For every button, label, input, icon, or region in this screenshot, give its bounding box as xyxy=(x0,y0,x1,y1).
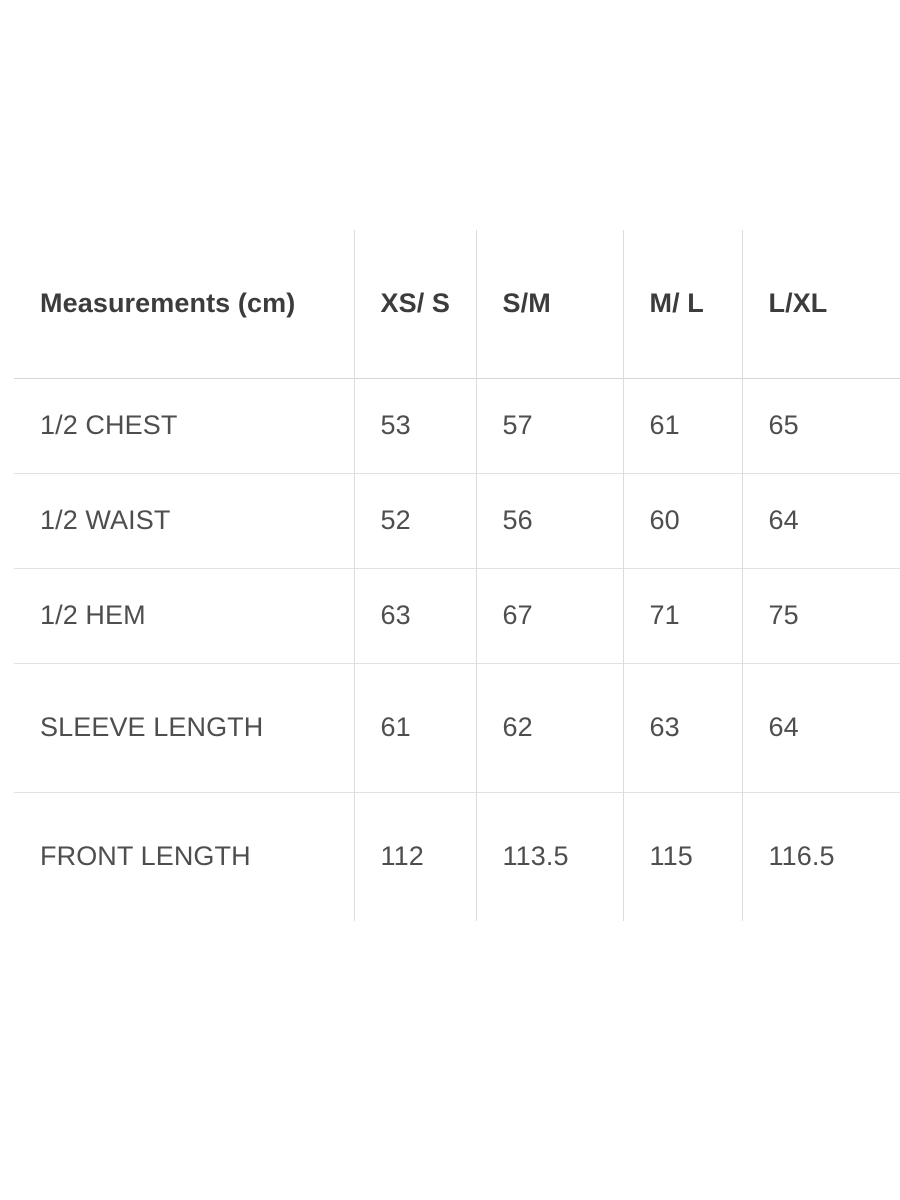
row-label: SLEEVE LENGTH xyxy=(40,712,264,743)
cell-value: 116.5 xyxy=(742,793,900,922)
table-body xyxy=(14,379,900,922)
cell-value: 61 xyxy=(354,664,476,793)
table-row xyxy=(14,474,900,569)
cell-value: 56 xyxy=(476,474,623,569)
table-row xyxy=(14,664,900,793)
cell-value: 113.5 xyxy=(476,793,623,922)
cell-value: 60 xyxy=(623,474,742,569)
column-header-l-xl: L/XL xyxy=(742,230,900,379)
table-row xyxy=(14,569,900,664)
cell-value: 64 xyxy=(742,474,900,569)
cell-value: 115 xyxy=(623,793,742,922)
size-chart-container xyxy=(14,230,900,921)
cell-value: 63 xyxy=(354,569,476,664)
cell-value: 65 xyxy=(742,379,900,474)
cell-value: 63 xyxy=(623,664,742,793)
column-header-s-m: S/M xyxy=(476,230,623,379)
table-header-row xyxy=(14,230,900,379)
row-label: FRONT LENGTH xyxy=(40,841,251,872)
cell-value: 71 xyxy=(623,569,742,664)
cell-value: 75 xyxy=(742,569,900,664)
row-label: 1/2 WAIST xyxy=(40,505,171,536)
cell-value: 57 xyxy=(476,379,623,474)
table-row xyxy=(14,379,900,474)
column-header-measurements: Measurements (cm) xyxy=(40,288,296,319)
cell-value: 67 xyxy=(476,569,623,664)
row-label: 1/2 CHEST xyxy=(40,410,178,441)
cell-value: 112 xyxy=(354,793,476,922)
column-header-xs-s: XS/ S xyxy=(354,230,476,379)
row-label: 1/2 HEM xyxy=(40,600,146,631)
cell-value: 53 xyxy=(354,379,476,474)
cell-value: 61 xyxy=(623,379,742,474)
cell-value: 62 xyxy=(476,664,623,793)
column-header-m-l: M/ L xyxy=(623,230,742,379)
cell-value: 52 xyxy=(354,474,476,569)
table-header xyxy=(14,230,900,379)
cell-value: 64 xyxy=(742,664,900,793)
size-chart-table xyxy=(14,230,900,921)
table-row xyxy=(14,793,900,922)
